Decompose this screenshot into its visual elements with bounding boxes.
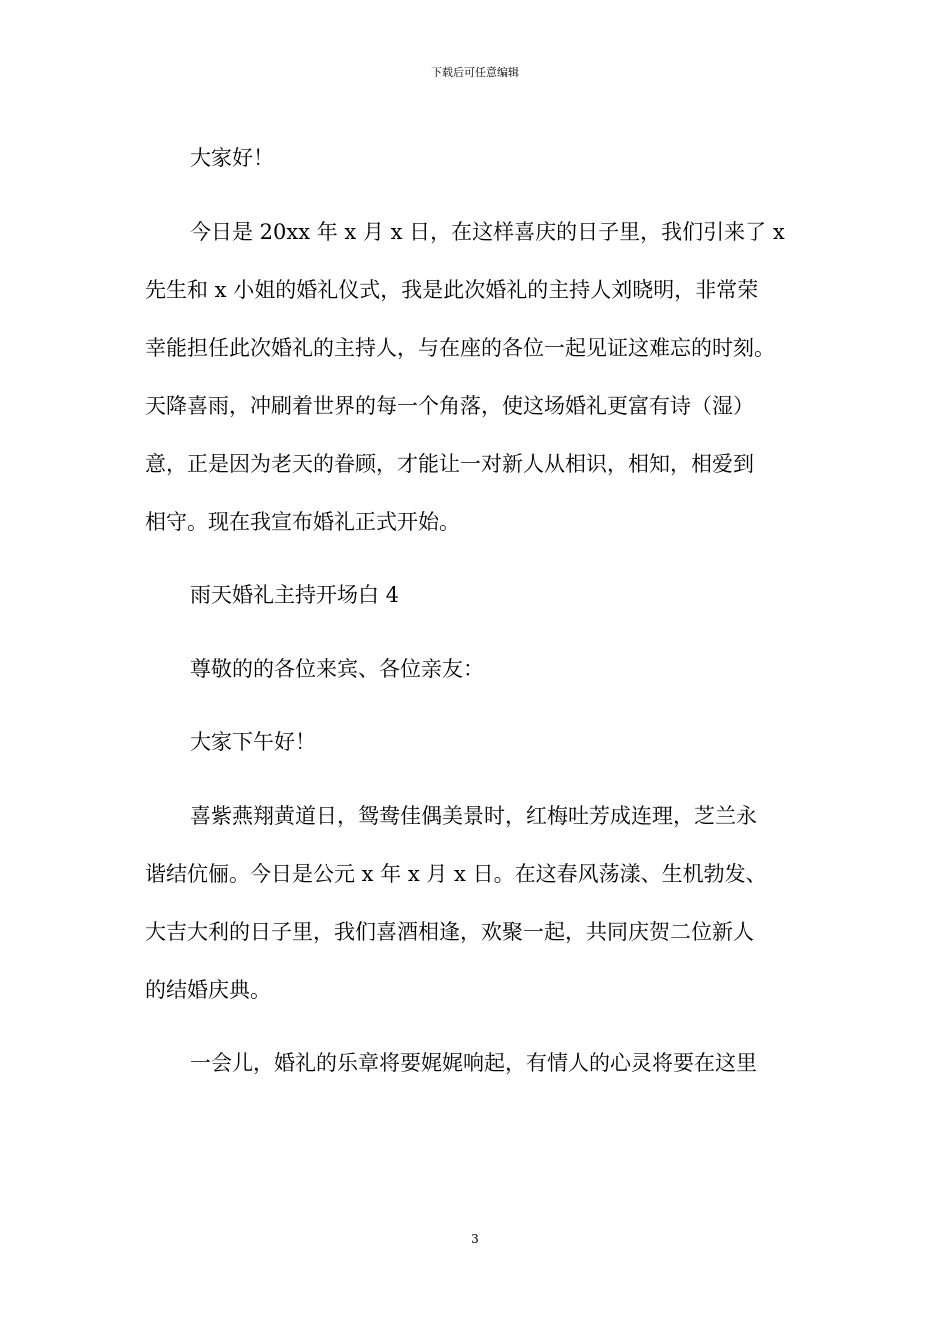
paragraph-line: 今日是 20xx 年 x 月 x 日，在这样喜庆的日子里，我们引来了 x <box>190 219 785 244</box>
page-number: 3 <box>471 1232 479 1246</box>
document-body <box>145 129 845 1092</box>
paragraph-line: 大吉大利的日子里，我们喜酒相逢，欢聚一起，共同庆贺二位新人 <box>145 919 754 944</box>
paragraph-line: 先生和 x 小姐的婚礼仪式，我是此次婚礼的主持人刘晓明，非常荣 <box>145 277 759 302</box>
paragraph-line: 意，正是因为老天的眷顾，才能让一对新人从相识，相知，相爱到 <box>145 451 754 476</box>
section-title: 雨天婚礼主持开场白 4 <box>190 583 400 607</box>
greeting-line: 大家好！ <box>190 146 274 170</box>
paragraph-line: 喜紫燕翔黄道日，鸳鸯佳偶美景时，红梅吐芳成连理，芝兰永 <box>190 803 757 828</box>
paragraph-line: 相守。现在我宣布婚礼正式开始。 <box>145 509 460 534</box>
paragraph-line: 的结婚庆典。 <box>145 977 271 1002</box>
salutation-line: 尊敬的的各位来宾、各位亲友： <box>190 656 484 681</box>
paragraph-line: 谐结伉俪。今日是公元 x 年 x 月 x 日。在这春风荡漾、生机勃发、 <box>145 861 767 886</box>
greeting-line: 大家下午好！ <box>190 730 316 754</box>
paragraph-line: 幸能担任此次婚礼的主持人，与在座的各位一起见证这难忘的时刻。 <box>145 335 775 360</box>
paragraph-line: 一会儿，婚礼的乐章将要娓娓响起，有情人的心灵将要在这里 <box>190 1051 757 1075</box>
page-header: 下载后可任意编辑 <box>431 66 519 79</box>
paragraph-line: 天降喜雨，冲刷着世界的每一个角落，使这场婚礼更富有诗（湿） <box>145 393 754 418</box>
